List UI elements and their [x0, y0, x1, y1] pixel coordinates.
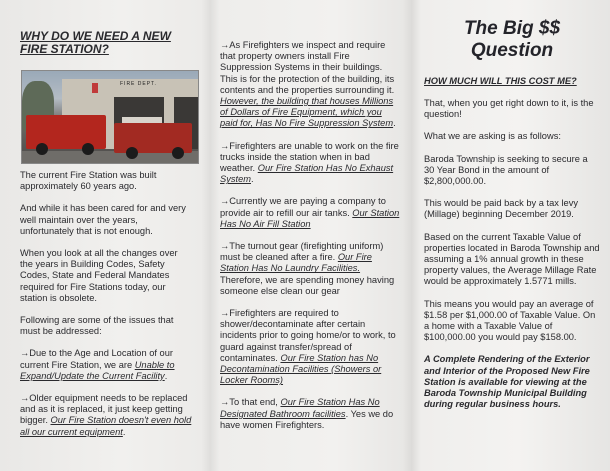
heading-why-new-station: WHY DO WE NEED A NEW FIRE STATION?: [20, 29, 171, 56]
paragraph-taxable-value: Based on the current Taxable Value of properties located in Baroda Township and assuming a 1% annual growth in these property values, the Average Millage Rate would be approximately 1.5771 mills.: [424, 231, 600, 287]
big-question-title-line2: Question: [470, 40, 554, 61]
issue-end: . Yes we do have women Firefighters.: [220, 408, 394, 430]
cost-subheading: HOW MUCH WILL THIS COST ME?: [424, 76, 577, 86]
issue-equipment: [20, 393, 193, 438]
issue-text: →Older equipment needs to be replaced and as it is replaced, it just keep getting bigger.: [20, 393, 188, 426]
issue-emphasis: Our Fire Station doesn't even hold all our current equipment: [20, 415, 192, 437]
issue-bathroom: [220, 397, 401, 431]
fire-dept-sign: FIRE DEPT.: [120, 81, 157, 87]
big-question-title-line1: The Big $$: [463, 18, 561, 39]
issue-air-fill: [220, 196, 401, 230]
issue-emphasis: Our Fire Station Has No Laundry Facilities.: [220, 252, 372, 274]
fire-station-photo: [21, 70, 199, 164]
issue-end: .: [122, 426, 126, 437]
issue-emphasis: Our Fire Station Has No Exhaust System: [220, 163, 394, 185]
paragraph-maintained: And while it has been cared for and very well maintain over the years, unfortunately that is not enough.: [20, 203, 186, 236]
paragraph-the-question: That, when you get right down to it, is the question!: [424, 98, 594, 120]
issue-text: →As Firefighters we inspect and require that property owners install Fire Suppression Systems in their buildings. This is for the protection of the building, its contents and the properties surrounding it.: [220, 40, 395, 95]
issue-text: →Currently we are paying a company to provide air to refill our air tanks.: [220, 196, 386, 218]
right-panel: [412, 0, 610, 471]
flag-icon: [92, 83, 98, 93]
paragraph-age: The current Fire Station was built approximately 60 years ago.: [20, 170, 157, 192]
issue-emphasis: However, the building that houses Millions of Dollars of Fire Equipment, which you paid for, Has No Fire Suppression System: [220, 96, 394, 129]
paragraph-average-cost: This means you would pay an average of $1.58 per $1,000.00 of Taxable Value. On a home with a Taxable Value of $100,000.00 you would pay $158.00.: [424, 298, 596, 343]
paragraph-issues-intro: Following are some of the issues that must be addressed:: [20, 315, 174, 337]
issue-decontamination: [220, 308, 401, 386]
left-panel: [0, 0, 205, 471]
paragraph-rendering-notice: A Complete Rendering of the Exterior and Interior of the Proposed New Fire Station is available for viewing at the Baroda Township Municipal Building during regular business hours.: [424, 354, 590, 410]
paragraph-asking: What we are asking is as follows:: [424, 131, 561, 142]
issue-text: →Firefighters are unable to work on the fire trucks inside the station when in bad weather.: [220, 140, 399, 174]
issue-suppression: [220, 40, 401, 130]
issue-end: .: [164, 370, 168, 381]
wheel-icon: [172, 147, 184, 159]
issue-end: .: [251, 174, 254, 185]
issue-exhaust: [220, 141, 401, 186]
issue-emphasis: Our Fire Station has No Decontamination Facilities (Showers or Locker Rooms): [220, 352, 382, 386]
issue-end: .: [393, 118, 396, 129]
wheel-icon: [36, 143, 48, 155]
issue-emphasis: Our Fire Station Has No Designated Bathroom facilities: [220, 397, 380, 419]
issue-emphasis: Our Station Has No Air Fill Station: [220, 207, 400, 229]
wheel-icon: [82, 143, 94, 155]
issue-text: →Due to the Age and Location of our current Fire Station, we are: [20, 348, 173, 370]
issue-laundry: [220, 241, 401, 297]
middle-panel: [206, 0, 411, 471]
issue-text: →Firefighters are required to shower/decontaminate after certain incidents prior to going home/or to work, to guard against transfer/spread of contaminates.: [220, 308, 396, 363]
issue-emphasis: Unable to Expand/Update the Current Facility: [20, 359, 175, 381]
paragraph-bond: Baroda Township is seeking to secure a 30 Year Bond in the amount of $2,800,000.00.: [424, 153, 588, 187]
wheel-icon: [126, 147, 138, 159]
paragraph-millage: This would be paid back by a tax levy (Millage) beginning December 2019.: [424, 198, 578, 220]
issue-text: →To that end,: [220, 397, 281, 408]
paragraph-obsolete: When you look at all the changes over the years in Building Codes, Safety Codes, State and Federal Mandates required for Fire Stations today, our station is obsolete.: [20, 248, 178, 303]
issue-end: Therefore, we are spending money having someone else clean our gear: [220, 274, 395, 296]
issue-text: →The turnout gear (firefighting uniform) must be cleaned after a fire.: [220, 241, 384, 263]
issue-expand: [20, 348, 193, 382]
